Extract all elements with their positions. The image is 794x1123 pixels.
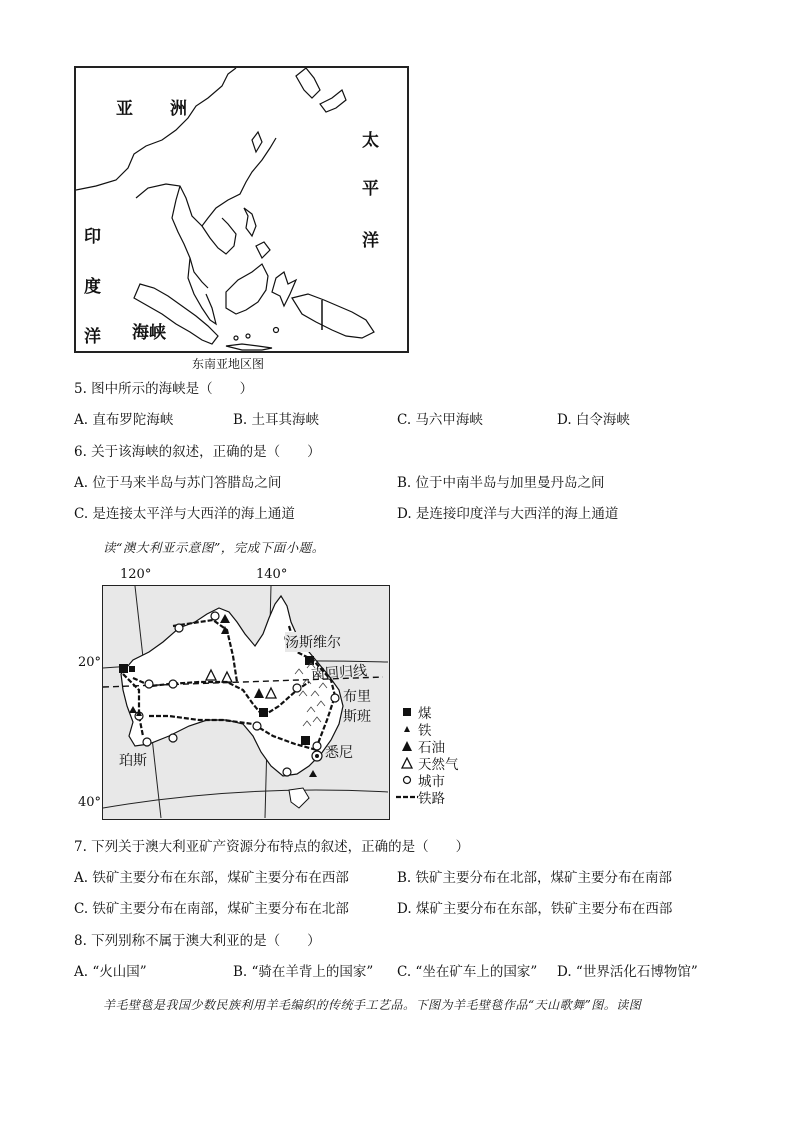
townsville-label: 汤斯维尔 bbox=[285, 632, 341, 652]
indian-label-1: 印 bbox=[84, 227, 101, 247]
legend-railway-label: 铁路 bbox=[418, 790, 445, 807]
question-6-option-a[interactable]: A. 位于马来半岛与苏门答腊岛之间 bbox=[74, 475, 282, 491]
legend-gas-label: 天然气 bbox=[418, 756, 459, 773]
question-5-option-d[interactable]: D. 白令海峡 bbox=[557, 412, 630, 428]
pacific-label-3: 洋 bbox=[362, 231, 379, 251]
lat-20-label: 20° bbox=[78, 655, 102, 670]
question-6-option-d[interactable]: D. 是连接印度洋与大西洋的海上通道 bbox=[397, 506, 619, 522]
gas-symbol-icon bbox=[401, 757, 413, 769]
asia-label-2: 洲 bbox=[170, 99, 187, 119]
lon-140-label: 140° bbox=[256, 567, 288, 582]
question-7-option-c[interactable]: C. 铁矿主要分布在南部，煤矿主要分布在北部 bbox=[74, 901, 349, 917]
question-8-option-a[interactable]: A. “火山国” bbox=[74, 964, 147, 980]
question-5-option-c[interactable]: C. 马六甲海峡 bbox=[397, 412, 483, 428]
question-8-stem: 8. 下列别称不属于澳大利亚的是（ ） bbox=[74, 933, 321, 949]
question-7-stem: 7. 下列关于澳大利亚矿产资源分布特点的叙述，正确的是（ ） bbox=[74, 839, 470, 855]
pacific-label-1: 太 bbox=[362, 131, 379, 151]
map1-caption: 东南亚地区图 bbox=[192, 357, 265, 371]
legend-city-label: 城市 bbox=[418, 773, 445, 790]
pacific-label-2: 平 bbox=[362, 179, 379, 199]
legend-coal-label: 煤 bbox=[418, 705, 432, 722]
city-symbol-icon bbox=[402, 775, 412, 785]
tropic-label: 南回归线 bbox=[310, 663, 368, 683]
lat-40-label: 40° bbox=[78, 795, 102, 810]
question-7-option-a[interactable]: A. 铁矿主要分布在东部，煤矿主要分布在西部 bbox=[74, 870, 349, 886]
australia-map bbox=[102, 585, 390, 820]
australia-intro: 读“澳大利亚示意图”，完成下面小题。 bbox=[103, 540, 325, 555]
asia-label-1: 亚 bbox=[116, 99, 133, 119]
question-8-option-c[interactable]: C. “坐在矿车上的国家” bbox=[397, 964, 538, 980]
question-5-option-a[interactable]: A. 直布罗陀海峡 bbox=[74, 412, 174, 428]
map-legend bbox=[396, 703, 476, 813]
question-8-option-d[interactable]: D. “世界活化石博物馆” bbox=[557, 964, 698, 980]
question-6-option-b[interactable]: B. 位于中南半岛与加里曼丹岛之间 bbox=[397, 475, 605, 491]
coal-symbol-icon bbox=[402, 707, 412, 717]
brisbane-label-2: 斯班 bbox=[343, 709, 371, 725]
question-5-stem: 5. 图中所示的海峡是（ ） bbox=[74, 381, 254, 397]
question-5-option-b[interactable]: B. 土耳其海峡 bbox=[233, 412, 320, 428]
indian-label-2: 度 bbox=[84, 277, 101, 297]
southeast-asia-map bbox=[74, 66, 409, 353]
wool-tapestry-intro: 羊毛壁毯是我国少数民族利用羊毛编织的传统手工艺品。下图为羊毛壁毯作品“天山歌舞”图。读图 bbox=[103, 998, 642, 1012]
question-6-option-c[interactable]: C. 是连接太平洋与大西洋的海上通道 bbox=[74, 506, 295, 522]
legend-oil bbox=[396, 737, 445, 754]
legend-coal bbox=[396, 703, 432, 720]
brisbane-label-1: 布里 bbox=[343, 689, 371, 705]
perth-label: 珀斯 bbox=[119, 753, 147, 769]
legend-city bbox=[396, 771, 445, 788]
question-7-option-b[interactable]: B. 铁矿主要分布在北部，煤矿主要分布在南部 bbox=[397, 870, 673, 886]
sydney-label: 悉尼 bbox=[325, 745, 353, 761]
lon-120-label: 120° bbox=[120, 567, 152, 582]
railway-symbol-icon bbox=[396, 793, 418, 801]
oil-symbol-icon bbox=[401, 740, 413, 752]
iron-symbol-icon bbox=[402, 724, 412, 734]
indian-label-3: 洋 bbox=[84, 327, 101, 347]
question-8-option-b[interactable]: B. “骑在羊背上的国家” bbox=[233, 964, 374, 980]
legend-oil-label: 石油 bbox=[418, 739, 445, 756]
legend-iron-label: 铁 bbox=[418, 722, 432, 739]
legend-iron bbox=[396, 720, 432, 737]
question-7-option-d[interactable]: D. 煤矿主要分布在东部，铁矿主要分布在西部 bbox=[397, 901, 673, 917]
legend-railway bbox=[396, 788, 445, 805]
legend-gas bbox=[396, 754, 459, 771]
question-6-stem: 6. 关于该海峡的叙述，正确的是（ ） bbox=[74, 444, 321, 460]
strait-label: 海峡 bbox=[132, 323, 166, 343]
